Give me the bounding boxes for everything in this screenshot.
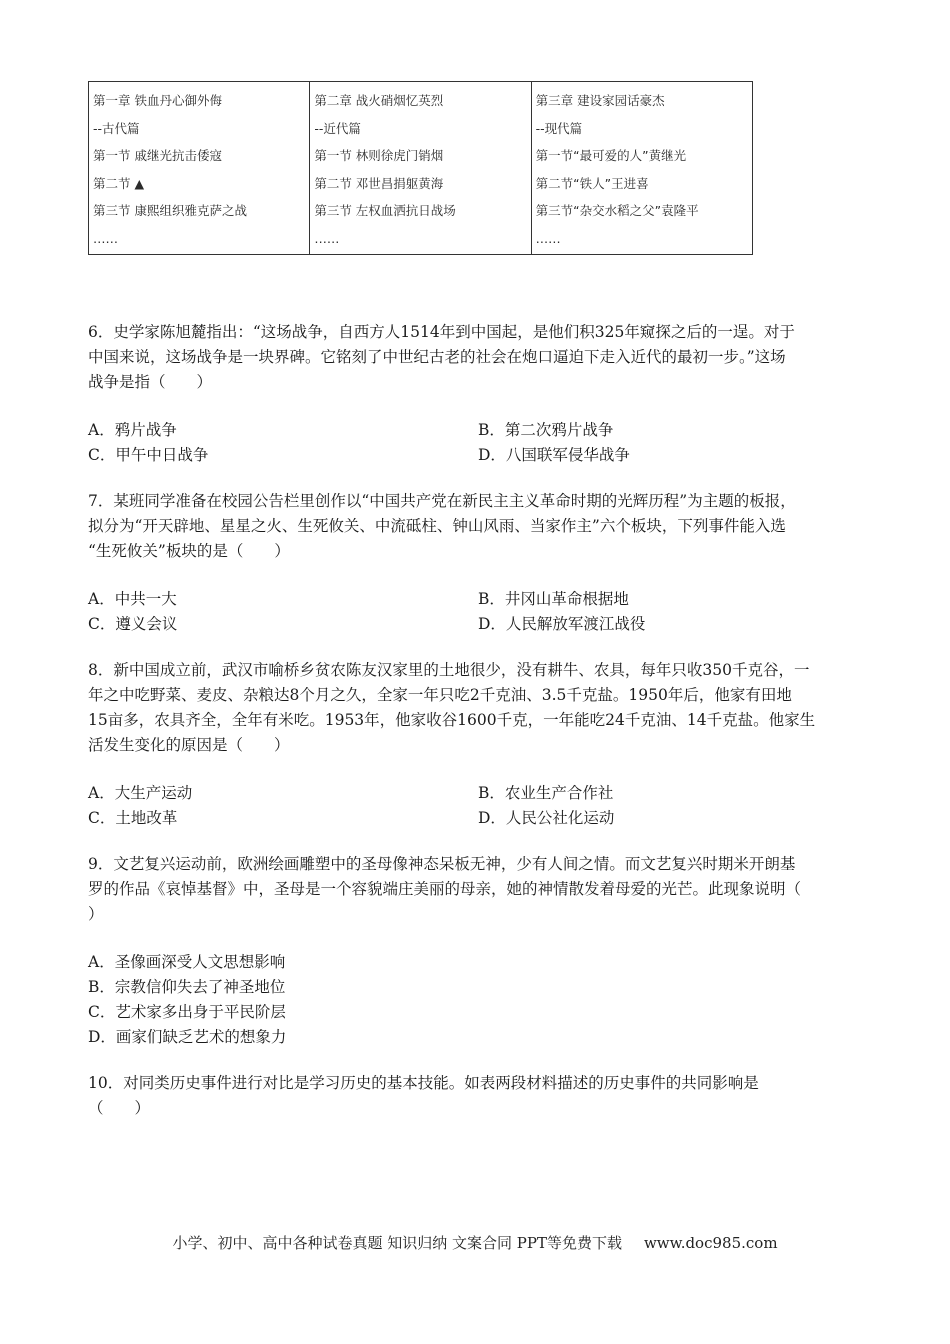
option-a[interactable]: A．圣像画深受人文思想影响 bbox=[88, 953, 286, 971]
option-b[interactable]: B．宗教信仰失去了神圣地位 bbox=[88, 978, 286, 996]
section-item: 第一节 林则徐虎门销烟 bbox=[314, 148, 444, 163]
question-9 bbox=[88, 852, 868, 927]
chapter-title: 第三章 建设家园话豪杰 bbox=[535, 93, 665, 108]
question-7-options bbox=[88, 587, 868, 637]
footer-link[interactable]: www.doc985.com bbox=[643, 1234, 778, 1252]
option-d[interactable]: D．画家们缺乏艺术的想象力 bbox=[88, 1028, 287, 1046]
option-d[interactable]: D．人民公社化运动 bbox=[478, 809, 615, 827]
chapter-table bbox=[88, 81, 753, 255]
chapter-era: --近代篇 bbox=[314, 120, 361, 136]
question-text-line: “生死攸关”板块的是（ ） bbox=[88, 542, 290, 560]
section-item: 第三节“杂交水稻之父”袁隆平 bbox=[535, 203, 699, 218]
option-b[interactable]: B．农业生产合作社 bbox=[478, 784, 614, 802]
section-item: 第一节 戚继光抗击倭寇 bbox=[93, 148, 222, 163]
chapter-title: 第二章 战火硝烟忆英烈 bbox=[314, 93, 444, 108]
question-8-options bbox=[88, 781, 868, 831]
question-text-line: 拟分为“开天辟地、星星之火、生死攸关、中流砥柱、钟山风雨、当家作主”六个板块，下列事件能入选 bbox=[88, 517, 786, 535]
question-text-line: （ ） bbox=[88, 1099, 151, 1117]
section-item: 第二节“铁人”王进喜 bbox=[535, 175, 649, 191]
page-footer bbox=[0, 1232, 950, 1253]
ellipsis: …… bbox=[93, 230, 118, 246]
question-text-line: 罗的作品《哀悼基督》中，圣母是一个容貌端庄美丽的母亲，她的神情散发着母爱的光芒。此现象说明（ bbox=[88, 880, 802, 898]
section-item: 第三节 康熙组织雅克萨之战 bbox=[93, 203, 247, 218]
question-text-line: 中国来说，这场战争是一块界碑。它铭刻了中世纪古老的社会在炮口逼迫下走入近代的最初一步。”这场 bbox=[88, 348, 786, 366]
question-text-line: 6．史学家陈旭麓指出：“这场战争，自西方人1514年到中国起，是他们积325年窥探之后的一逞。对于 bbox=[88, 323, 795, 341]
chapter-era: --现代篇 bbox=[535, 120, 583, 136]
footer-text: 小学、初中、高中各种试卷真题 知识归纳 文案合同 PPT等免费下载 bbox=[172, 1234, 622, 1252]
question-text-line: 9．文艺复兴运动前，欧洲绘画雕塑中的圣母像神态呆板无神，少有人间之情。而文艺复兴时期米开朗基 bbox=[88, 855, 796, 873]
question-text-line: 10．对同类历史事件进行对比是学习历史的基本技能。如表两段材料描述的历史事件的共同影响是 bbox=[88, 1074, 759, 1092]
option-a[interactable]: A．鸦片战争 bbox=[88, 421, 177, 439]
table-column-modern bbox=[310, 82, 531, 254]
option-b[interactable]: B．井冈山革命根据地 bbox=[478, 590, 629, 608]
table-column-contemporary bbox=[532, 82, 752, 254]
option-b[interactable]: B．第二次鸦片战争 bbox=[478, 421, 614, 439]
question-text-line: ） bbox=[88, 905, 104, 923]
section-item: 第三节 左权血洒抗日战场 bbox=[314, 203, 456, 218]
option-c[interactable]: C．遵义会议 bbox=[88, 615, 178, 633]
question-7 bbox=[88, 489, 868, 564]
option-c[interactable]: C．土地改革 bbox=[88, 809, 178, 827]
question-text-line: 8．新中国成立前，武汉市喻桥乡贫农陈友汉家里的土地很少，没有耕牛、农具，每年只收350千克谷，一 bbox=[88, 661, 810, 679]
question-text-line: 15亩多，农具齐全，全年有米吃。1953年，他家收谷1600千克，一年能吃24千克油、14千克盐。他家生 bbox=[88, 711, 816, 729]
chapter-era: --古代篇 bbox=[93, 120, 140, 136]
section-item: 第二节 邓世昌捐躯黄海 bbox=[314, 175, 444, 191]
option-a[interactable]: A．中共一大 bbox=[88, 590, 177, 608]
option-c[interactable]: C．甲午中日战争 bbox=[88, 446, 209, 464]
ellipsis: …… bbox=[314, 230, 340, 246]
option-d[interactable]: D．人民解放军渡江战役 bbox=[478, 615, 646, 633]
table-column-ancient bbox=[89, 82, 310, 254]
question-text-line: 年之中吃野菜、麦皮、杂粮达8个月之久，全家一年只吃2千克油、3.5千克盐。1950年后，他家有田地 bbox=[88, 686, 792, 704]
question-text-line: 战争是指（ ） bbox=[88, 373, 213, 391]
section-item: 第一节“最可爱的人”黄继光 bbox=[535, 148, 687, 163]
question-10 bbox=[88, 1071, 868, 1121]
option-d[interactable]: D．八国联军侵华战争 bbox=[478, 446, 630, 464]
question-6-options bbox=[88, 418, 868, 468]
chapter-title: 第一章 铁血丹心御外侮 bbox=[93, 93, 222, 108]
question-9-options bbox=[88, 950, 868, 1050]
option-a[interactable]: A．大生产运动 bbox=[88, 784, 193, 802]
option-c[interactable]: C．艺术家多出身于平民阶层 bbox=[88, 1003, 286, 1021]
ellipsis: …… bbox=[535, 230, 561, 246]
question-text-line: 7．某班同学准备在校园公告栏里创作以“中国共产党在新民主主义革命时期的光辉历程”为主题的板报， bbox=[88, 492, 796, 510]
question-6 bbox=[88, 320, 868, 395]
section-item: 第二节 ▲ bbox=[93, 175, 145, 191]
question-text-line: 活发生变化的原因是（ ） bbox=[88, 736, 290, 754]
question-8 bbox=[88, 658, 868, 758]
